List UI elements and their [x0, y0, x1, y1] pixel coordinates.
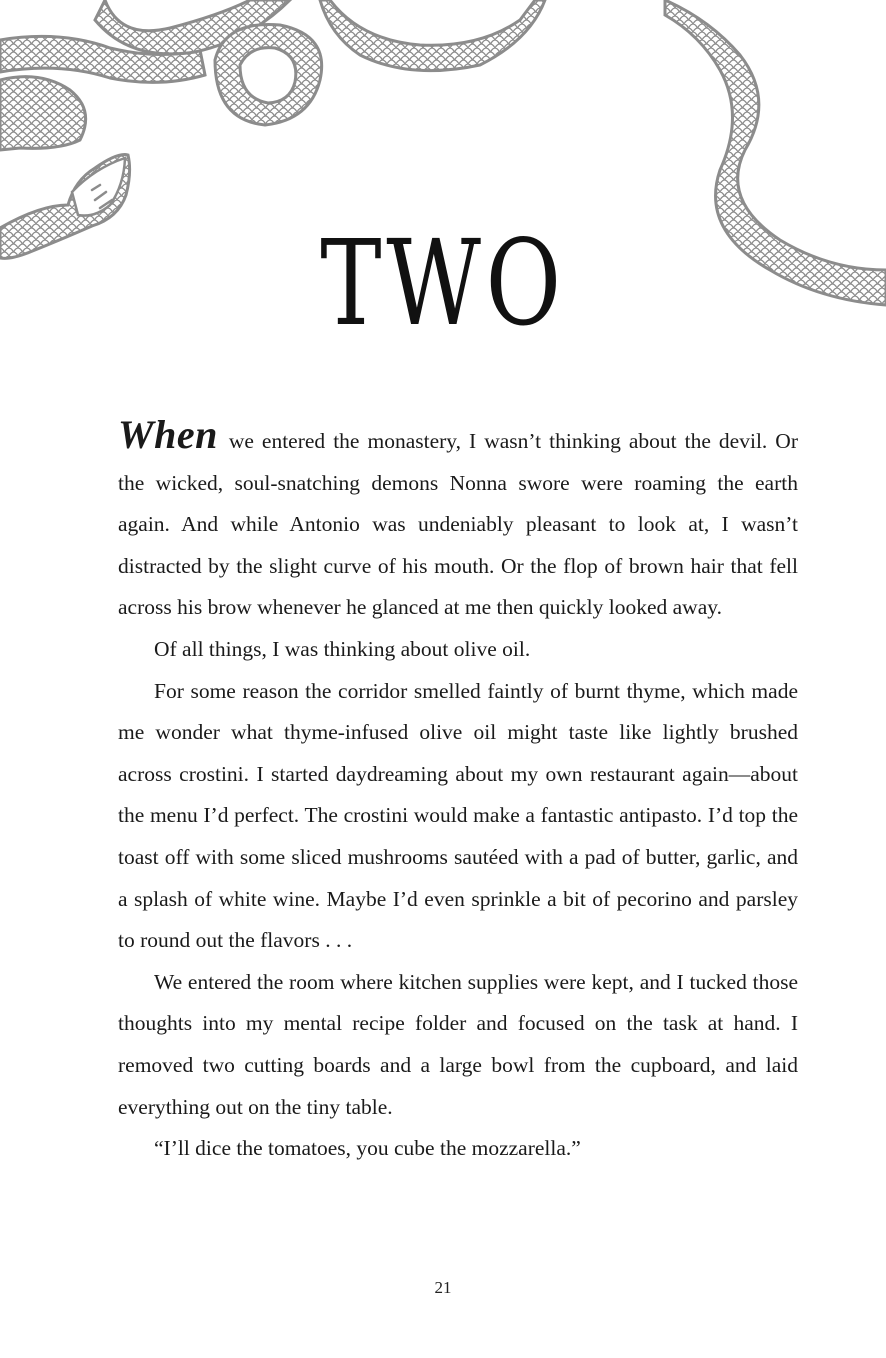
snake-body-left-lower: [0, 77, 86, 150]
paragraph-1-text: we entered the monastery, I wasn’t thinking about the devil. Or the wicked, soul-snatching demons Nonna swore were roaming the earth again. And while Antonio was undeniably pleasant to look at, I wasn’t distracted by the slight curve of his mouth. Or the flop of brown hair that fell across his brow whenever he glanced at me then quickly looked away.: [118, 429, 798, 620]
paragraph-2: Of all things, I was thinking about olive oil.: [154, 636, 531, 661]
paragraph-5: “I’ll dice the tomatoes, you cube the mozzarella.”: [154, 1136, 581, 1161]
paragraph-1: [118, 412, 798, 629]
snake-coil-upper-right: [320, 0, 545, 71]
page-number: 21: [434, 1278, 452, 1297]
drop-word: When: [118, 412, 218, 457]
paragraph-4: We entered the room where kitchen supplies were kept, and I tucked those thoughts into my mental recipe folder and focused on the task at hand. I removed two cutting boards and a large bowl from the cupboard, and laid everything out on the tiny table.: [118, 969, 798, 1119]
paragraph-3: For some reason the corridor smelled faintly of burnt thyme, which made me wonder what thyme-infused olive oil might taste like lightly brushed across crostini. I started daydreaming about my own restaurant again—about the menu I’d perfect. The crostini would make a fantastic antipasto. I’d top the toast off with some sliced mushrooms sautéed with a pad of butter, garlic, and a splash of white wine. Maybe I’d even sprinkle a bit of pecorino and parsley to round out the flavors . . .: [118, 678, 798, 953]
snake-coil-ring: [215, 24, 322, 125]
chapter-title: TWO: [320, 214, 566, 352]
chapter-body: [118, 412, 798, 1170]
